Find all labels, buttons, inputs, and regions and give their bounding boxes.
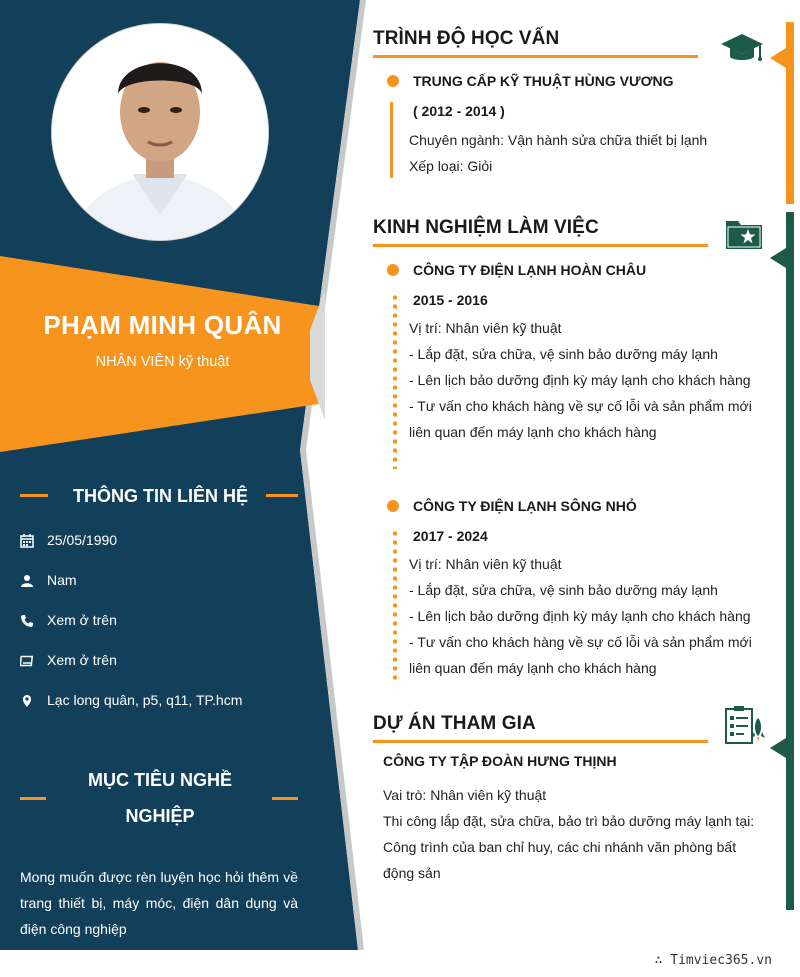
job-1-bullet <box>387 264 399 276</box>
education-title-underline <box>373 55 698 58</box>
job-1-company: CÔNG TY ĐIỆN LẠNH HOÀN CHÂU <box>413 262 647 278</box>
education-bullet <box>387 75 399 87</box>
job-2-bullet <box>387 500 399 512</box>
project-role: Vai trò: Nhân viên kỹ thuật <box>383 787 547 803</box>
projects-title-underline <box>373 740 708 743</box>
contact-title-dash-right <box>266 494 298 497</box>
contact-title: THÔNG TIN LIÊN HỆ <box>73 486 248 506</box>
contact-birthdate-value: 25/05/1990 <box>47 532 118 548</box>
folder-star-icon <box>724 217 764 256</box>
objective-title-dash-left <box>20 797 46 800</box>
graduation-cap-icon <box>720 30 764 69</box>
projects-title: DỰ ÁN THAM GIA <box>373 713 536 734</box>
contact-birthdate <box>20 530 117 550</box>
job-2-line-5: liên quan đến máy lạnh cho khách hàng <box>409 660 657 676</box>
user-icon <box>20 574 38 588</box>
objective-title-dash-right <box>272 797 298 800</box>
project-company: CÔNG TY TẬP ĐOÀN HƯNG THỊNH <box>383 753 617 769</box>
project-line-3: động sản <box>383 865 441 881</box>
job-2-line-4: - Tư vấn cho khách hàng về sự cố lỗi và sản phẩm mới <box>409 634 752 650</box>
contact-phone-value: Xem ở trên <box>47 612 117 628</box>
contact-title-dash-left <box>20 494 48 497</box>
contact-email <box>20 650 117 670</box>
education-period: ( 2012 - 2014 ) <box>413 103 505 119</box>
objective-title-line1: MỤC TIÊU NGHỀ <box>88 770 232 790</box>
location-icon <box>20 694 38 708</box>
job-2-line-1: Vị trí: Nhân viên kỹ thuật <box>409 556 562 572</box>
experience-title: KINH NGHIỆM LÀM VIỆC <box>373 217 599 238</box>
avatar-portrait <box>52 24 268 240</box>
objective-text: Mong muốn được rèn luyện học hỏi thêm về trang thiết bị, máy móc, điện dân dụng và điện công nghiệp <box>20 869 298 937</box>
watermark: ∴ Timviec365.vn <box>654 953 772 968</box>
job-2-line-3: - Lên lịch bảo dưỡng định kỳ máy lạnh cho khách hàng <box>409 608 751 624</box>
job-1-line-2: - Lắp đặt, sửa chữa, vệ sinh bảo dưỡng máy lạnh <box>409 346 718 362</box>
calendar-icon <box>20 534 38 548</box>
candidate-role: NHÂN VIÊN kỹ thuật <box>95 354 230 370</box>
contact-phone <box>20 610 117 630</box>
job-2-company: CÔNG TY ĐIỆN LẠNH SÔNG NHỎ <box>413 498 637 514</box>
contact-address-value: Lạc long quân, p5, q11, TP.hcm <box>47 692 243 708</box>
objective-title-line2: NGHIỆP <box>125 806 195 826</box>
candidate-name: PHẠM MINH QUÂN <box>43 310 282 340</box>
contact-address <box>20 690 242 710</box>
project-checklist-icon <box>724 706 766 751</box>
job-1-timeline <box>393 293 397 469</box>
job-1-line-4: - Tư vấn cho khách hàng về sự cố lỗi và sản phẩm mới <box>409 398 752 414</box>
job-1-line-1: Vị trí: Nhân viên kỹ thuật <box>409 320 562 336</box>
job-2-timeline <box>393 529 397 683</box>
job-2-line-2: - Lắp đặt, sửa chữa, vệ sinh bảo dưỡng máy lạnh <box>409 582 718 598</box>
education-grade: Xếp loại: Giỏi <box>409 158 493 174</box>
job-1-period: 2015 - 2016 <box>413 292 488 308</box>
education-timeline-bar <box>390 102 393 178</box>
experience-title-underline <box>373 244 708 247</box>
contact-email-value: Xem ở trên <box>47 652 117 668</box>
education-major: Chuyên ngành: Vận hành sửa chữa thiết bị lạnh <box>409 132 708 148</box>
contact-gender-value: Nam <box>47 572 77 588</box>
right-accent-orange <box>786 22 794 204</box>
job-2-period: 2017 - 2024 <box>413 528 488 544</box>
job-1-line-3: - Lên lịch bảo dưỡng định kỳ máy lạnh cho khách hàng <box>409 372 751 388</box>
contact-gender <box>20 570 77 590</box>
right-accent-green <box>786 212 794 910</box>
phone-icon <box>20 614 38 628</box>
avatar <box>52 24 268 240</box>
job-1-line-5: liên quan đến máy lạnh cho khách hàng <box>409 424 657 440</box>
education-school: TRUNG CẤP KỸ THUẬT HÙNG VƯƠNG <box>413 73 674 89</box>
project-line-1: Thi công lắp đặt, sửa chữa, bảo trì bảo dưỡng máy lạnh tại: <box>383 813 755 829</box>
education-title: TRÌNH ĐỘ HỌC VẤN <box>373 28 560 49</box>
project-line-2: Công trình của ban chỉ huy, các chi nhánh văn phòng bất <box>383 839 737 855</box>
email-icon <box>20 654 38 668</box>
